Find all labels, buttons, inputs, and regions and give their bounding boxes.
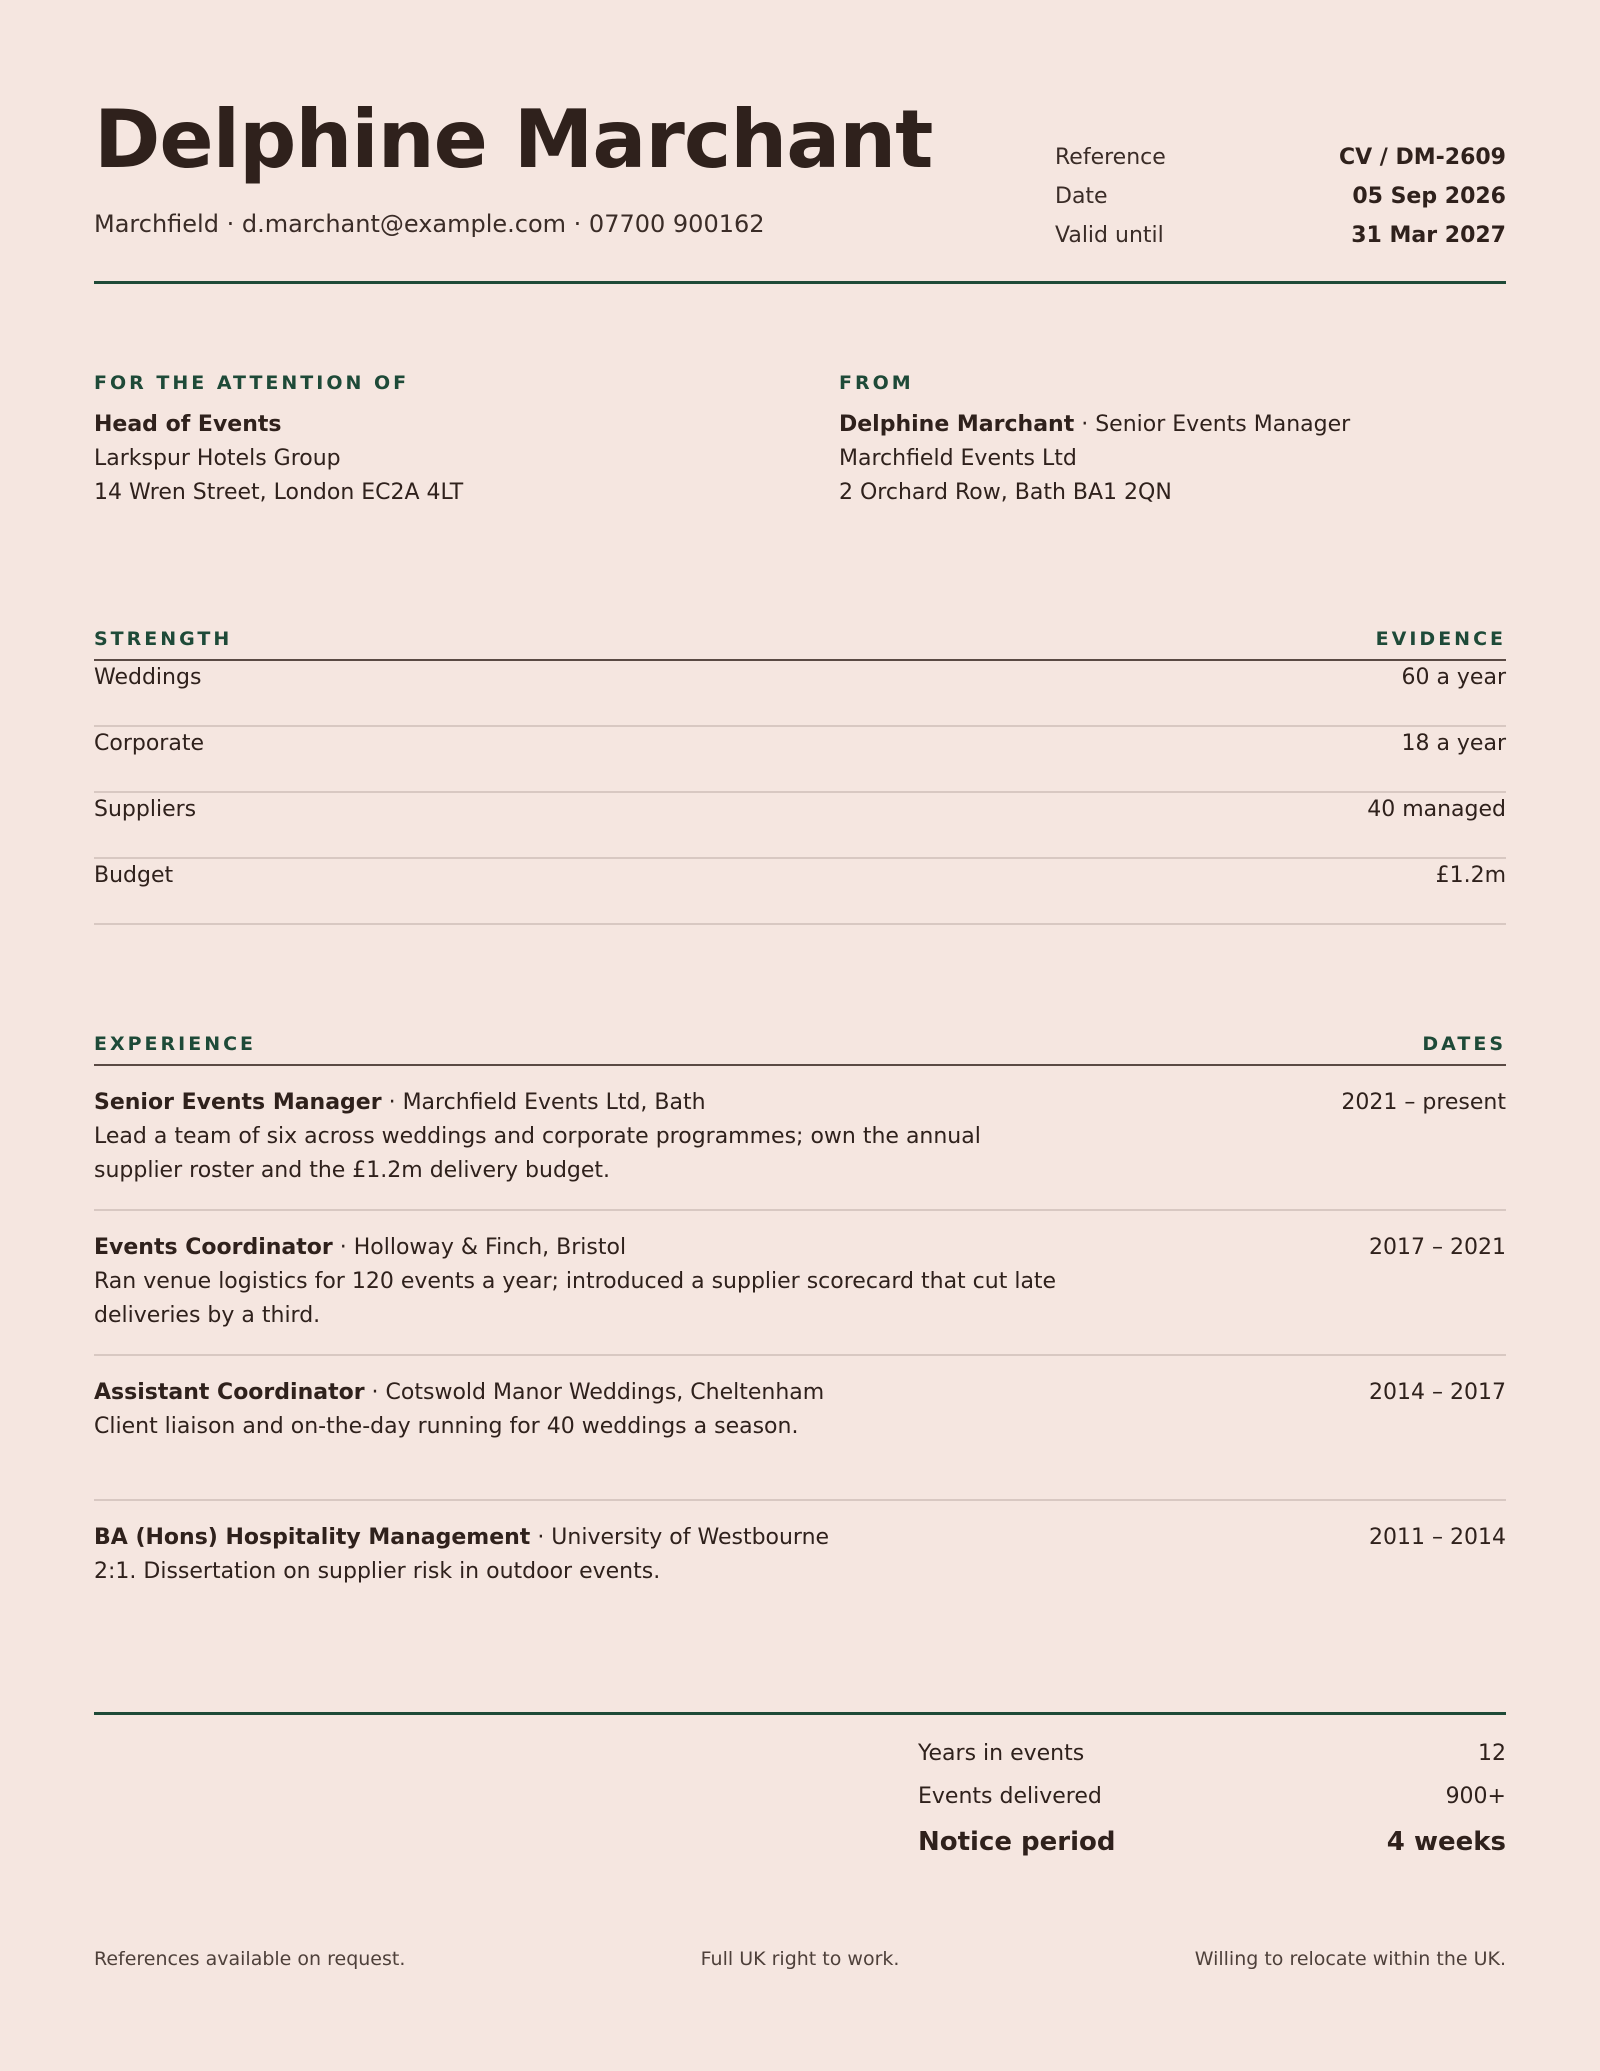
- summary-value: 900+: [1445, 1784, 1506, 1809]
- experience-description: Client liaison and on-the-day running for 40 weddings a season.: [94, 1414, 799, 1439]
- meta-key: Date: [1055, 184, 1108, 209]
- sender-company: Marchfield Events Ltd: [839, 446, 1077, 471]
- meta-value: 05 Sep 2026: [1352, 184, 1506, 209]
- dates-column-label: DATES: [1422, 1033, 1506, 1055]
- recipient-block: [94, 370, 654, 510]
- strength-name: Suppliers: [94, 797, 197, 822]
- meta-key: Reference: [1055, 145, 1166, 170]
- education-institution: · University of Westbourne: [530, 1525, 830, 1550]
- education-title-line: [94, 1521, 1074, 1555]
- evidence-column-label: EVIDENCE: [1375, 628, 1506, 650]
- footer: [94, 1948, 1506, 1970]
- summary-key: Notice period: [918, 1827, 1116, 1857]
- table-row: [94, 859, 1506, 925]
- education-dates: 2011 – 2014: [1369, 1525, 1506, 1550]
- footer-right-to-work: Full UK right to work.: [700, 1948, 900, 1970]
- experience-title-line: [94, 1086, 1074, 1120]
- experience-title-line: [94, 1231, 1074, 1265]
- meta-value: 31 Mar 2027: [1351, 223, 1506, 248]
- education-description: 2:1. Dissertation on supplier risk in outdoor events.: [94, 1559, 661, 1584]
- summary-row: [918, 1775, 1506, 1818]
- meta-valid-until: [1055, 216, 1506, 255]
- experience-details: [94, 1086, 1074, 1209]
- recipient-address: 14 Wren Street, London EC2A 4LT: [94, 480, 464, 505]
- recipient-name: Head of Events: [94, 412, 282, 437]
- strength-column-label: STRENGTH: [94, 628, 233, 650]
- summary-value: 4 weeks: [1386, 1827, 1506, 1857]
- document-meta: [1055, 138, 1506, 255]
- summary-row-highlight: [918, 1818, 1506, 1866]
- strength-evidence: 40 managed: [1367, 797, 1506, 822]
- meta-key: Valid until: [1055, 223, 1164, 248]
- experience-dates: 2014 – 2017: [1369, 1380, 1506, 1405]
- sender-title: · Senior Events Manager: [1074, 412, 1351, 437]
- experience-details: [94, 1231, 1074, 1354]
- experience-details: [94, 1376, 1074, 1499]
- header-divider: [94, 281, 1506, 284]
- summary-divider: [94, 1712, 1506, 1715]
- sender-name: Delphine Marchant: [839, 412, 1075, 437]
- sender-address: 2 Orchard Row, Bath BA1 2QN: [839, 480, 1172, 505]
- strengths-table: [94, 619, 1506, 925]
- footer-relocation: Willing to relocate within the UK.: [1194, 1948, 1506, 1970]
- education-item: [94, 1501, 1506, 1646]
- experience-column-label: EXPERIENCE: [94, 1033, 257, 1055]
- table-row: [94, 727, 1506, 793]
- summary-totals: [918, 1732, 1506, 1866]
- recipient-label: FOR THE ATTENTION OF: [94, 372, 410, 394]
- experience-table: [94, 1024, 1506, 1646]
- sender-block: [839, 370, 1399, 510]
- strength-name: Budget: [94, 863, 174, 888]
- experience-role: Events Coordinator: [94, 1235, 333, 1260]
- table-row: [94, 661, 1506, 727]
- experience-org: · Holloway & Finch, Bristol: [332, 1235, 627, 1260]
- cv-page: [94, 0, 1506, 2071]
- strength-name: Weddings: [94, 665, 202, 690]
- summary-value: 12: [1478, 1741, 1506, 1766]
- education-details: [94, 1521, 1074, 1646]
- meta-reference: [1055, 138, 1506, 177]
- recipient-company: Larkspur Hotels Group: [94, 446, 341, 471]
- experience-role: Senior Events Manager: [94, 1090, 382, 1115]
- summary-key: Events delivered: [918, 1784, 1102, 1809]
- contact-line: Marchfield · d.marchant@example.com · 07700 900162: [94, 210, 765, 238]
- strength-evidence: £1.2m: [1435, 863, 1506, 888]
- education-degree: BA (Hons) Hospitality Management: [94, 1525, 531, 1550]
- experience-org: · Marchfield Events Ltd, Bath: [381, 1090, 706, 1115]
- experience-header: [94, 1024, 1506, 1066]
- experience-title-line: [94, 1376, 1074, 1410]
- summary-key: Years in events: [918, 1741, 1085, 1766]
- experience-description: Ran venue logistics for 120 events a year; introduced a supplier scorecard that cut late deliveries by a third.: [94, 1269, 1057, 1328]
- experience-item: [94, 1356, 1506, 1501]
- candidate-name: Delphine Marchant: [94, 93, 933, 186]
- experience-item: [94, 1211, 1506, 1356]
- experience-item: [94, 1066, 1506, 1211]
- sender-label: FROM: [839, 372, 914, 394]
- experience-role: Assistant Coordinator: [94, 1380, 365, 1405]
- table-row: [94, 793, 1506, 859]
- strength-evidence: 60 a year: [1401, 665, 1506, 690]
- meta-date: [1055, 177, 1506, 216]
- sender-name-line: [839, 408, 1399, 442]
- footer-references: References available on request.: [94, 1948, 406, 1970]
- strength-evidence: 18 a year: [1401, 731, 1506, 756]
- summary-row: [918, 1732, 1506, 1775]
- experience-org: · Cotswold Manor Weddings, Cheltenham: [364, 1380, 825, 1405]
- strengths-header: [94, 619, 1506, 661]
- meta-value: CV / DM-2609: [1338, 145, 1506, 170]
- experience-description: Lead a team of six across weddings and corporate programmes; own the annual supplier roster and the £1.2m delivery budget.: [94, 1124, 981, 1183]
- experience-dates: 2017 – 2021: [1369, 1235, 1506, 1260]
- strength-name: Corporate: [94, 731, 204, 756]
- experience-dates: 2021 – present: [1341, 1090, 1506, 1115]
